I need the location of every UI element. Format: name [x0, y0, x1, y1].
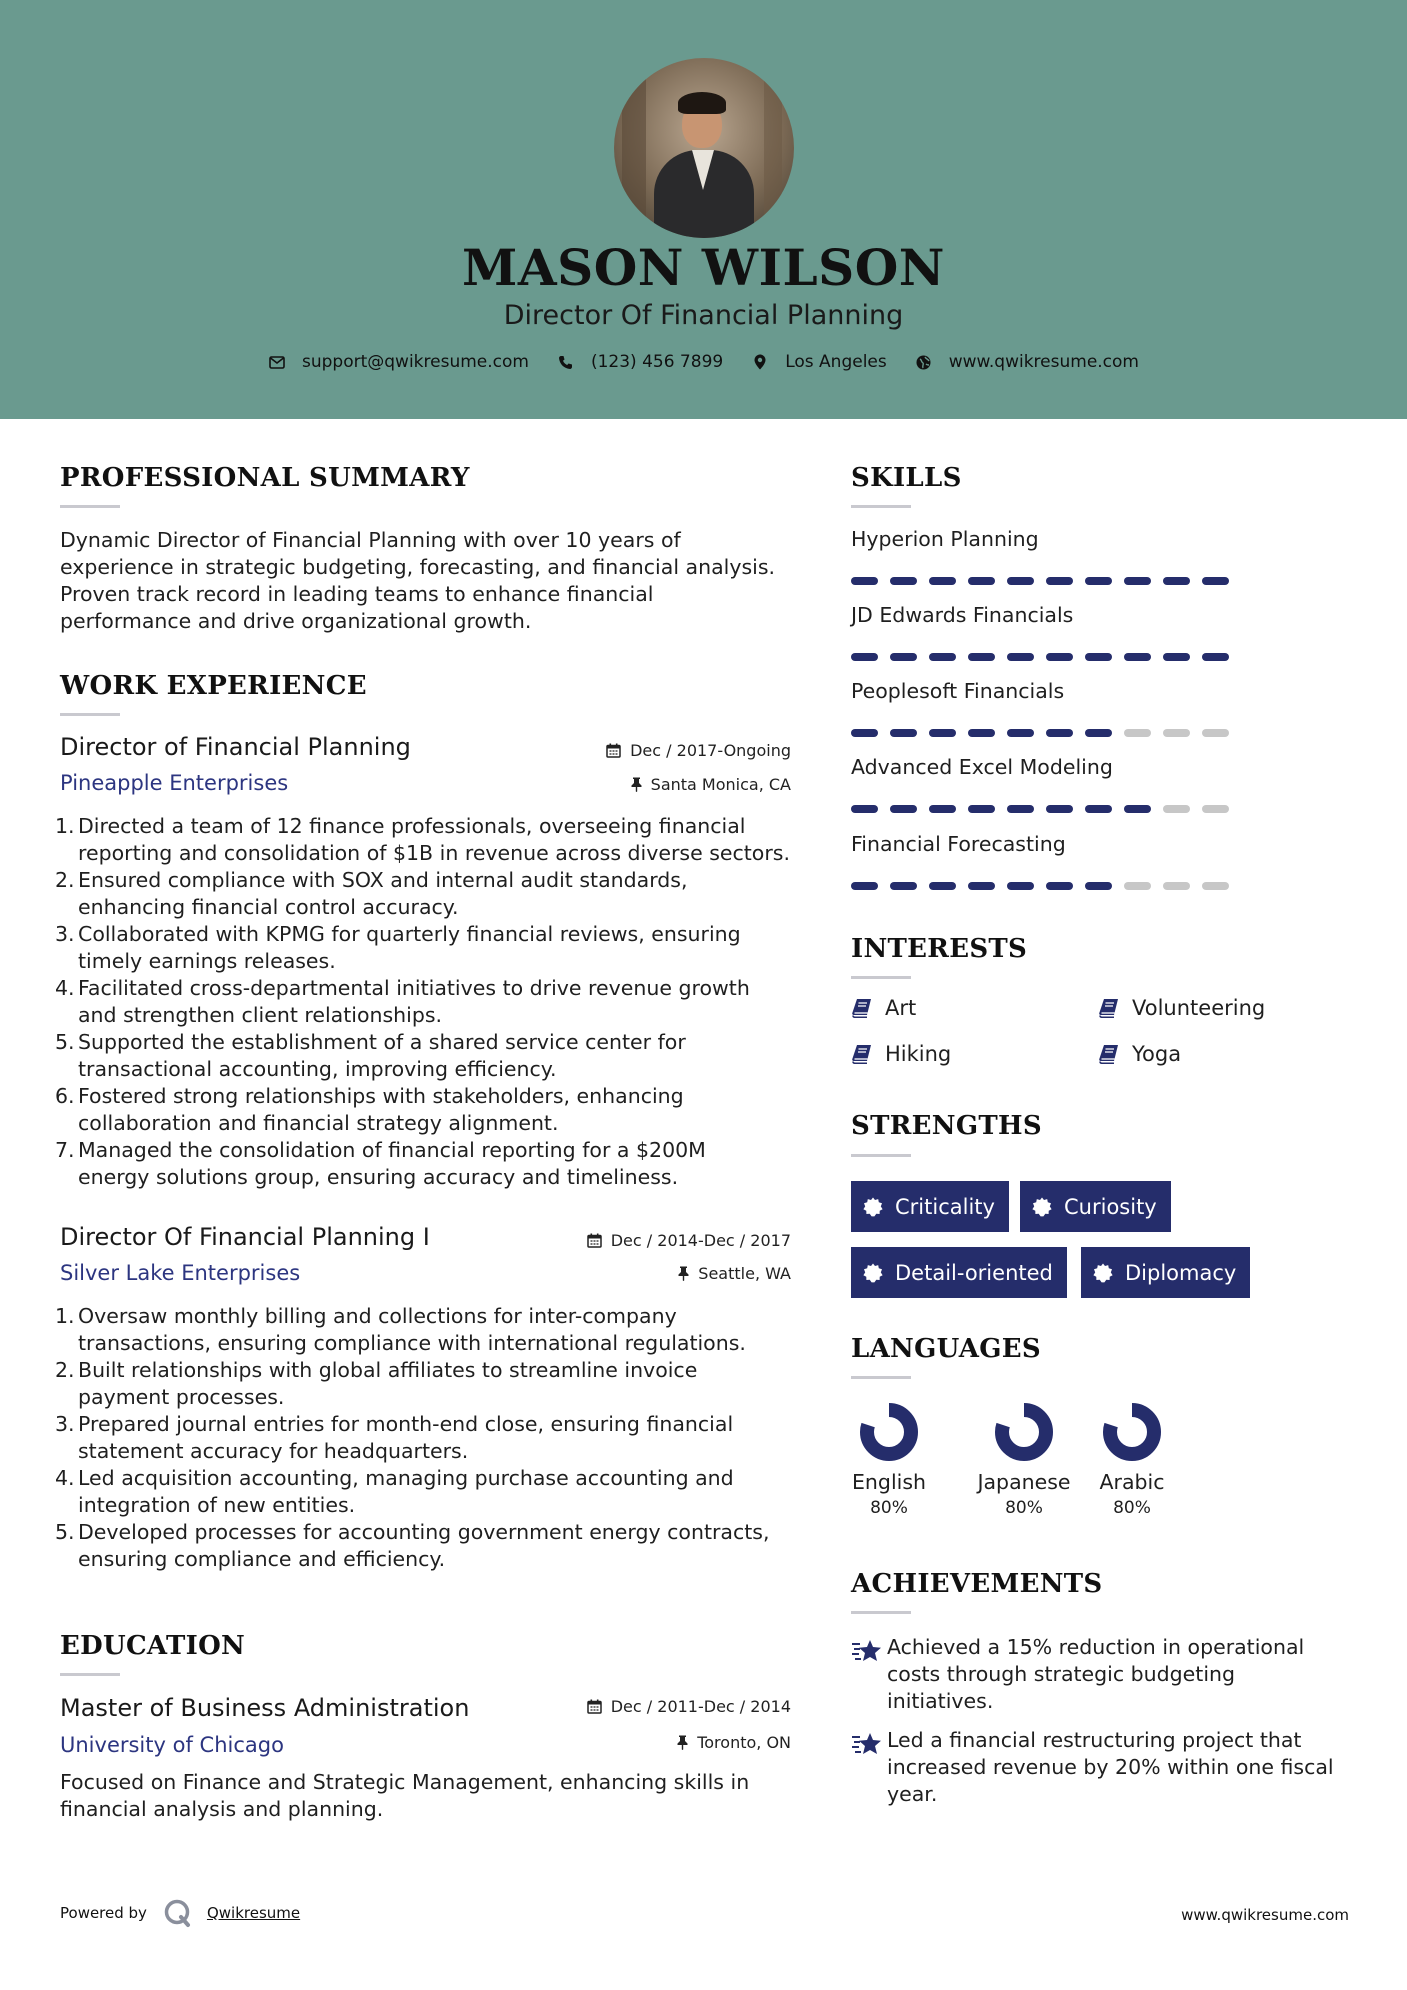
job-company: Pineapple Enterprises — [60, 771, 289, 795]
skill-dot — [1046, 805, 1073, 813]
list-item: 2. Built relationships with global affiliates to streamline invoice payment processes. — [55, 1358, 698, 1409]
skill-dot — [1202, 882, 1229, 890]
achievements-divider — [851, 1611, 911, 1614]
languages-heading: LANGUAGES — [851, 1334, 1041, 1364]
interests-heading: INTERESTS — [851, 934, 1028, 964]
list-item: 5. Supported the establishment of a shared service center for transactional accounting, improving efficiency. — [55, 1030, 686, 1081]
skill-rating — [851, 805, 1229, 813]
skill-dot — [1046, 577, 1073, 585]
phone-icon — [557, 353, 575, 371]
interest-item: Art — [851, 996, 916, 1020]
contact-location-text: Los Angeles — [785, 352, 887, 372]
skill-name: Advanced Excel Modeling — [851, 755, 1113, 779]
job-responsibilities — [55, 1303, 820, 1573]
calendar-icon — [587, 1699, 602, 1714]
skill-dot — [1046, 653, 1073, 661]
job-title: Director Of Financial Planning I — [60, 1223, 430, 1251]
pushpin-icon — [678, 1266, 689, 1281]
achievements-heading: ACHIEVEMENTS — [851, 1569, 1103, 1599]
list-item: 4. Facilitated cross-departmental initiatives to drive revenue growth and strengthen client relationships. — [55, 976, 750, 1027]
skill-dot — [1163, 882, 1190, 890]
education-description: Focused on Finance and Strategic Management, enhancing skills in financial analysis and planning. — [60, 1770, 750, 1821]
strengths-divider — [851, 1154, 911, 1157]
skill-dot — [1202, 805, 1229, 813]
contact-email-text: support@qwikresume.com — [302, 352, 529, 372]
contact-phone[interactable] — [557, 352, 723, 372]
achievement-item: Achieved a 15% reduction in operational costs through strategic budgeting initiatives. — [851, 1634, 1371, 1715]
list-item: 3. Prepared journal entries for month-end close, ensuring financial statement accuracy for headquarters. — [55, 1412, 734, 1463]
skill-dot — [1124, 577, 1151, 585]
languages-divider — [851, 1376, 911, 1379]
skill-dot — [851, 653, 878, 661]
language-name: Arabic — [1099, 1470, 1165, 1494]
job-company: Silver Lake Enterprises — [60, 1261, 301, 1285]
education-heading: EDUCATION — [60, 1631, 246, 1661]
list-item: 3. Collaborated with KPMG for quarterly financial reviews, ensuring timely earnings releases. — [55, 922, 741, 973]
skill-name: Peoplesoft Financials — [851, 679, 1065, 703]
skill-dot — [1007, 805, 1034, 813]
interests-divider — [851, 976, 911, 979]
skill-dot — [851, 882, 878, 890]
envelope-icon — [268, 353, 286, 371]
list-item: 2. Ensured compliance with SOX and internal audit standards, enhancing financial control accuracy. — [55, 868, 688, 919]
skill-dot — [851, 577, 878, 585]
badge-icon — [863, 1263, 883, 1283]
star-icon — [851, 1634, 887, 1715]
language-item — [834, 1400, 944, 1518]
job-responsibilities — [55, 813, 820, 1191]
skill-dot — [1163, 805, 1190, 813]
education-date: Dec / 2011-Dec / 2014 — [470, 1697, 791, 1716]
skill-rating — [851, 577, 1229, 585]
language-percent: 80% — [1113, 1498, 1151, 1518]
powered-by-label: Powered by — [60, 1904, 147, 1922]
skill-dot — [1046, 729, 1073, 737]
contact-website[interactable] — [915, 352, 1139, 372]
skill-dot — [1085, 805, 1112, 813]
skill-dot — [1202, 577, 1229, 585]
job-location: Santa Monica, CA — [470, 775, 791, 794]
skill-dot — [968, 805, 995, 813]
footer-powered-by — [60, 1898, 300, 1928]
skill-dot — [968, 882, 995, 890]
skill-dot — [890, 882, 917, 890]
contact-bar — [0, 352, 1407, 372]
skill-dot — [1124, 729, 1151, 737]
achievement-item: Led a financial restructuring project that increased revenue by 20% within one fiscal year. — [851, 1727, 1371, 1808]
list-item: 1. Oversaw monthly billing and collections for inter-company transactions, ensuring compliance with international regulations. — [55, 1304, 746, 1355]
skill-dot — [890, 653, 917, 661]
skill-name: Hyperion Planning — [851, 527, 1039, 551]
contact-website-text: www.qwikresume.com — [948, 352, 1139, 372]
resume-header — [0, 0, 1407, 419]
skills-heading: SKILLS — [851, 463, 962, 493]
map-pin-icon — [751, 353, 769, 371]
job-date: Dec / 2014-Dec / 2017 — [470, 1231, 791, 1250]
contact-email[interactable] — [268, 352, 529, 372]
skill-rating — [851, 882, 1229, 890]
strength-tag: Criticality — [851, 1181, 1009, 1232]
book-icon — [851, 998, 873, 1018]
list-item: 7. Managed the consolidation of financial reporting for a $200M energy solutions group, ensuring accuracy and timeliness. — [55, 1138, 706, 1189]
skill-dot — [929, 729, 956, 737]
skill-dot — [968, 729, 995, 737]
language-name: Japanese — [977, 1470, 1071, 1494]
skill-dot — [929, 882, 956, 890]
strength-tag: Detail-oriented — [851, 1247, 1067, 1298]
globe-icon — [915, 353, 933, 371]
education-location: Toronto, ON — [470, 1733, 791, 1752]
interest-item: Yoga — [1098, 1042, 1181, 1066]
skill-rating — [851, 729, 1229, 737]
skills-divider — [851, 505, 911, 508]
skill-dot — [890, 805, 917, 813]
strengths-heading: STRENGTHS — [851, 1111, 1042, 1141]
language-item — [1077, 1400, 1187, 1518]
language-gauge — [857, 1400, 921, 1464]
skill-dot — [1046, 882, 1073, 890]
skill-dot — [1202, 729, 1229, 737]
brand-link[interactable]: Qwikresume — [206, 1904, 301, 1922]
list-item: 6. Fostered strong relationships with stakeholders, enhancing collaboration and financial strategy alignment. — [55, 1084, 684, 1135]
star-icon — [851, 1727, 887, 1808]
pushpin-icon — [677, 1735, 688, 1750]
skill-dot — [1124, 653, 1151, 661]
interest-item: Hiking — [851, 1042, 951, 1066]
list-item: 5. Developed processes for accounting government energy contracts, ensuring compliance and efficiency. — [55, 1520, 770, 1571]
list-item: 4. Led acquisition accounting, managing purchase accounting and integration of new entities. — [55, 1466, 734, 1517]
skill-dot — [851, 729, 878, 737]
summary-text: Dynamic Director of Financial Planning with over 10 years of experience in strategic budgeting, forecasting, and financial analysis. Proven track record in leading teams to enhance financial performance and drive organizational growth. — [60, 528, 776, 633]
skill-dot — [1007, 882, 1034, 890]
list-item: 1. Directed a team of 12 finance professionals, overseeing financial reporting and consolidation of $1B in revenue across diverse sectors. — [55, 814, 790, 865]
skill-dot — [1007, 577, 1034, 585]
calendar-icon — [587, 1233, 602, 1248]
skill-dot — [890, 577, 917, 585]
skill-dot — [1085, 729, 1112, 737]
job-location: Seattle, WA — [470, 1264, 791, 1283]
footer-website[interactable]: www.qwikresume.com — [1181, 1906, 1349, 1924]
skill-dot — [1007, 653, 1034, 661]
qwikresume-logo-icon — [163, 1898, 193, 1928]
skill-dot — [1124, 805, 1151, 813]
skill-dot — [1163, 653, 1190, 661]
language-item — [969, 1400, 1079, 1518]
badge-icon — [1032, 1197, 1052, 1217]
skill-dot — [1124, 882, 1151, 890]
candidate-name: MASON WILSON — [462, 238, 945, 297]
skill-dot — [1085, 577, 1112, 585]
skill-name: JD Edwards Financials — [851, 603, 1074, 627]
strength-tag: Curiosity — [1020, 1181, 1171, 1232]
experience-heading: WORK EXPERIENCE — [60, 671, 367, 701]
skill-dot — [1163, 577, 1190, 585]
summary-divider — [60, 505, 120, 508]
skill-dot — [1202, 653, 1229, 661]
badge-icon — [1093, 1263, 1113, 1283]
skill-dot — [968, 653, 995, 661]
interest-item: Volunteering — [1098, 996, 1265, 1020]
language-gauge — [992, 1400, 1056, 1464]
book-icon — [851, 1044, 873, 1064]
skill-dot — [1007, 729, 1034, 737]
book-icon — [1098, 998, 1120, 1018]
contact-location — [751, 352, 887, 372]
strength-tag: Diplomacy — [1081, 1247, 1250, 1298]
job-date: Dec / 2017-Ongoing — [470, 741, 791, 760]
book-icon — [1098, 1044, 1120, 1064]
pushpin-icon — [631, 777, 642, 792]
skill-dot — [968, 577, 995, 585]
skill-dot — [890, 729, 917, 737]
language-name: English — [851, 1470, 927, 1494]
experience-divider — [60, 713, 120, 716]
profile-photo — [614, 58, 794, 238]
skill-dot — [851, 805, 878, 813]
calendar-icon — [606, 743, 621, 758]
skill-dot — [1085, 882, 1112, 890]
job-title: Director of Financial Planning — [60, 733, 411, 761]
skill-dot — [929, 653, 956, 661]
skill-rating — [851, 653, 1229, 661]
skill-name: Financial Forecasting — [851, 832, 1066, 856]
language-percent: 80% — [1005, 1498, 1043, 1518]
school-name: University of Chicago — [60, 1733, 284, 1757]
candidate-role: Director Of Financial Planning — [503, 300, 904, 331]
education-divider — [60, 1673, 120, 1676]
summary-heading: PROFESSIONAL SUMMARY — [60, 463, 470, 493]
language-gauge — [1100, 1400, 1164, 1464]
skill-dot — [929, 805, 956, 813]
skill-dot — [1085, 653, 1112, 661]
skill-dot — [929, 577, 956, 585]
skill-dot — [1163, 729, 1190, 737]
degree-title: Master of Business Administration — [60, 1694, 470, 1722]
language-percent: 80% — [870, 1498, 908, 1518]
badge-icon — [863, 1197, 883, 1217]
contact-phone-text: (123) 456 7899 — [590, 352, 724, 372]
